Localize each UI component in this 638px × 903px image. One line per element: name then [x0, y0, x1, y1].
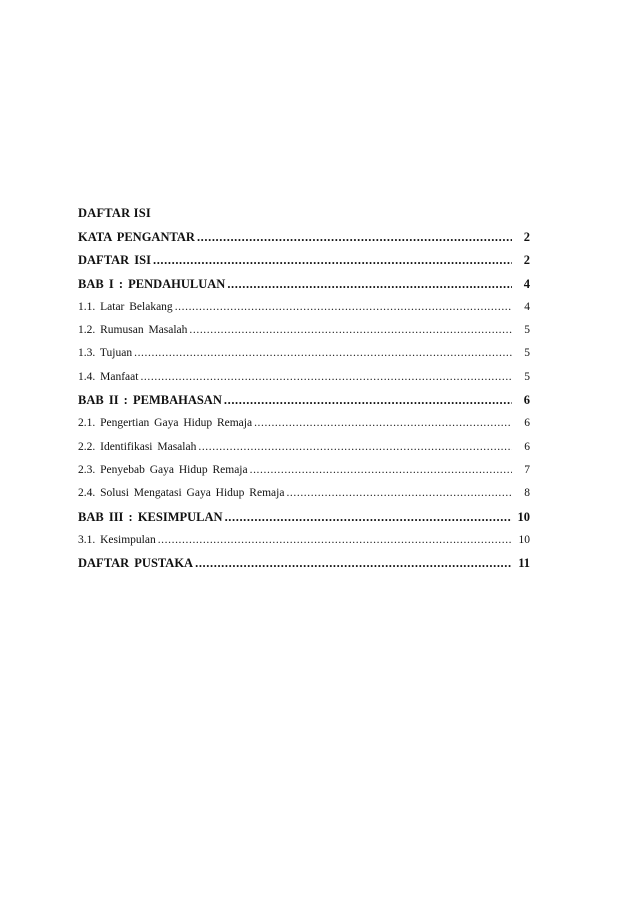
- toc-entry-page-number: 4: [523, 276, 530, 291]
- toc-entry-page-number: 10: [518, 533, 530, 546]
- toc-entry-label: 2.3. Penyebab Gaya Hidup Remaja: [78, 463, 248, 476]
- toc-entry-page-number: 5: [524, 370, 530, 383]
- toc-dot-leader: [134, 342, 512, 365]
- toc-title: DAFTAR ISI: [78, 206, 151, 220]
- toc-entry-label: DAFTAR ISI: [78, 253, 151, 268]
- toc-entry: [78, 319, 530, 342]
- toc-entry-label: 3.1. Kesimpulan: [78, 533, 156, 546]
- toc-entry-page-number: 5: [524, 324, 530, 337]
- toc-entry: [78, 459, 530, 482]
- toc-dot-leader: [286, 482, 512, 505]
- toc-entry-page-number: 2: [523, 230, 530, 244]
- toc-entry: [78, 412, 530, 435]
- toc-entry: [78, 506, 530, 529]
- toc-entry-label: 1.2. Rumusan Masalah: [78, 324, 188, 337]
- toc-entry-page-number: 6: [524, 417, 530, 430]
- toc-entry-label: BAB I : PENDAHULUAN: [78, 276, 226, 291]
- toc-entry: [78, 249, 530, 272]
- toc-entry-label: 1.1. Latar Belakang: [78, 300, 173, 313]
- toc-entry-label: KATA PENGANTAR: [78, 230, 195, 244]
- toc-entry-label: DAFTAR PUSTAKA: [78, 556, 194, 571]
- toc-dot-leader: [140, 366, 512, 389]
- toc-dot-leader: [158, 529, 512, 552]
- toc-entry-label: 2.4. Solusi Mengatasi Gaya Hidup Remaja: [78, 487, 285, 500]
- toc-entry: [78, 436, 530, 459]
- toc-entry: [78, 366, 530, 389]
- toc-entry-page-number: 5: [524, 347, 530, 360]
- toc-entry-page-number: 11: [518, 556, 530, 571]
- toc-entry-label: BAB II : PEMBAHASAN: [78, 393, 222, 408]
- toc-entry-label: 2.2. Identifikasi Masalah: [78, 440, 197, 453]
- toc-entry-page-number: 10: [517, 509, 530, 524]
- toc-dot-leader: [224, 389, 512, 412]
- toc-entry: [78, 552, 530, 575]
- toc-entry-page-number: 8: [524, 487, 530, 500]
- toc-dot-leader: [195, 552, 512, 575]
- toc-dot-leader: [227, 273, 512, 296]
- toc-entry: [78, 226, 530, 249]
- toc-dot-leader: [189, 319, 512, 342]
- toc-entry-label: BAB III : KESIMPULAN: [78, 509, 223, 524]
- toc-entry-page-number: 4: [524, 300, 530, 313]
- toc-entry-page-number: 2: [523, 253, 530, 268]
- toc-entry: [78, 482, 530, 505]
- toc-dot-leader: [254, 412, 512, 435]
- toc-entry-page-number: 6: [524, 440, 530, 453]
- toc-entry: [78, 273, 530, 296]
- toc-entry: [78, 342, 530, 365]
- toc-dot-leader: [197, 226, 512, 249]
- toc-dot-leader: [153, 249, 512, 272]
- toc-entry-label: 2.1. Pengertian Gaya Hidup Remaja: [78, 417, 253, 430]
- toc-entry-label: 1.4. Manfaat: [78, 370, 139, 383]
- toc-entry-page-number: 7: [524, 463, 530, 476]
- toc-entry: [78, 529, 530, 552]
- table-of-contents: [78, 203, 530, 575]
- toc-dot-leader: [225, 506, 512, 529]
- toc-entry: [78, 296, 530, 319]
- toc-list: [78, 226, 530, 575]
- toc-entry-page-number: 6: [523, 393, 530, 408]
- toc-dot-leader: [198, 436, 512, 459]
- toc-entry: [78, 389, 530, 412]
- toc-dot-leader: [175, 296, 512, 319]
- toc-entry-label: 1.3. Tujuan: [78, 347, 133, 360]
- toc-dot-leader: [250, 459, 512, 482]
